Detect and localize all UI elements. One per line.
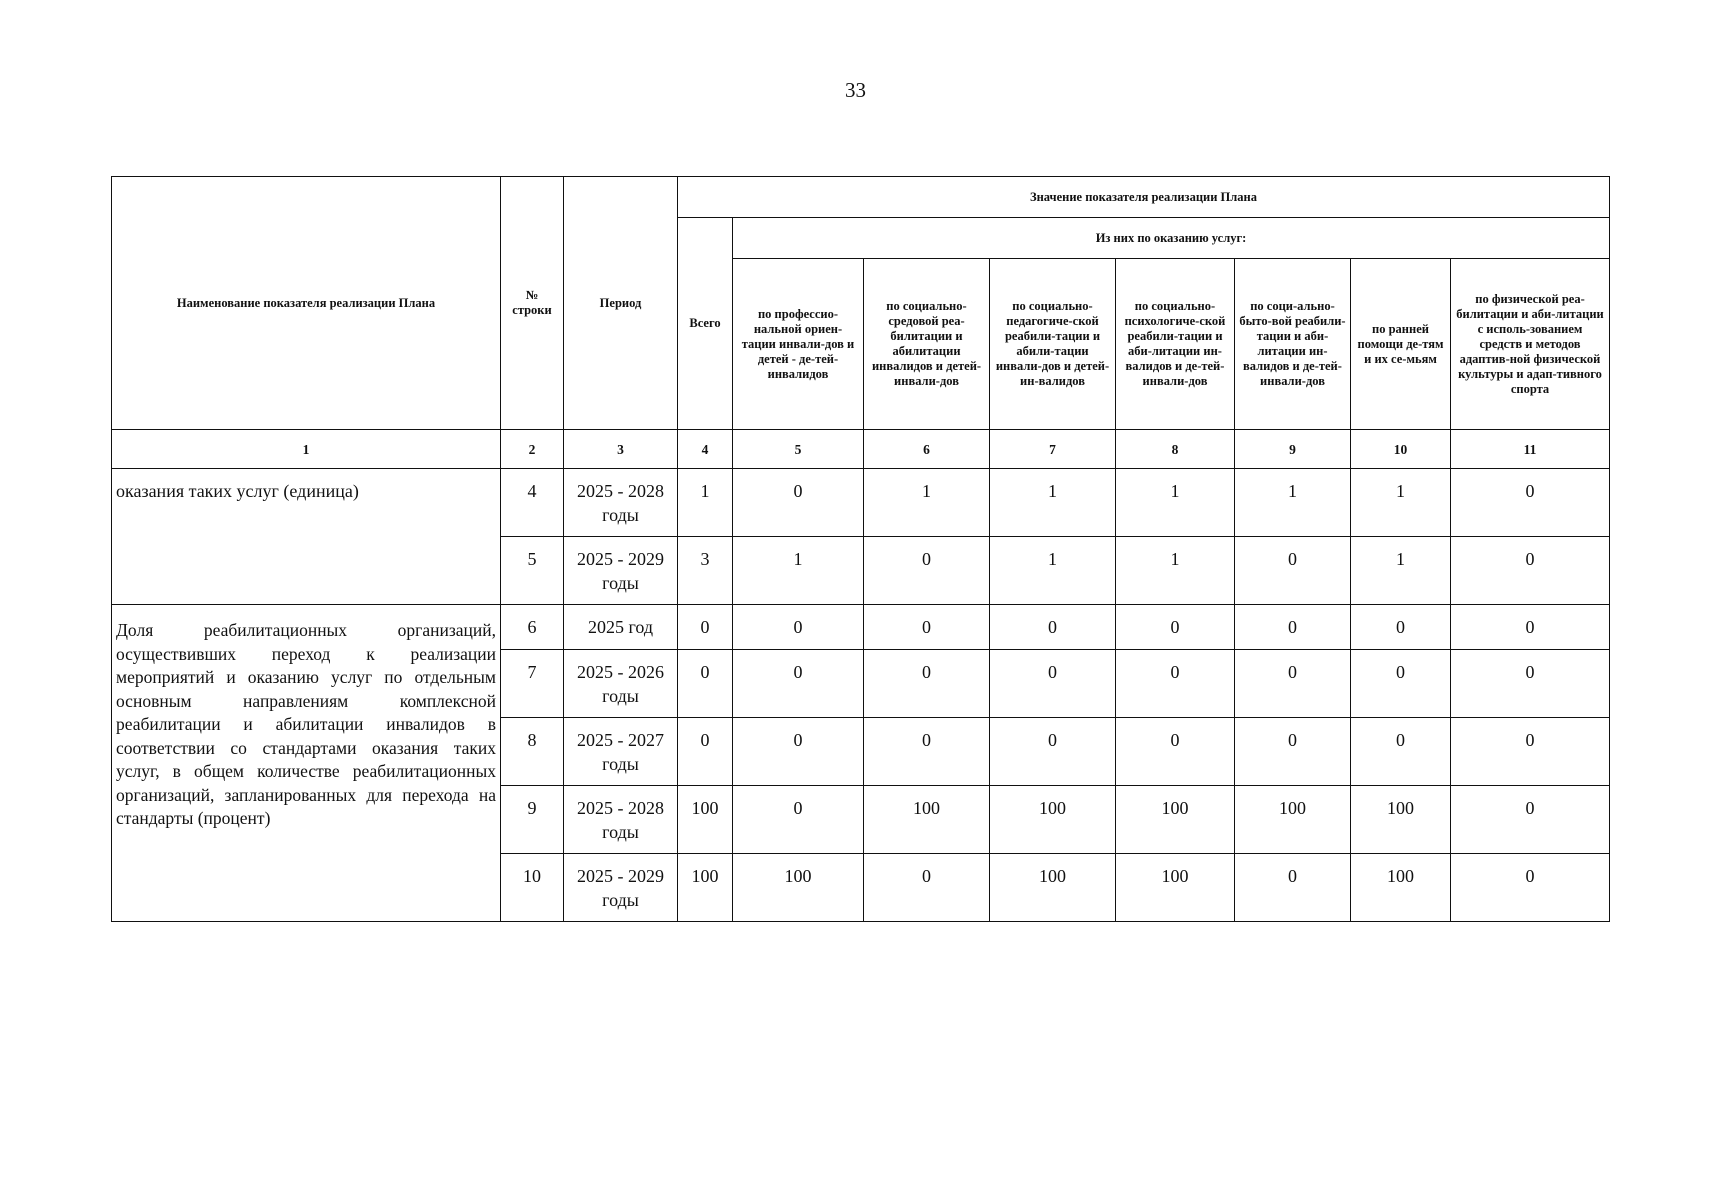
- value-cell: 1: [1351, 469, 1451, 537]
- table-row: [112, 605, 1610, 650]
- value-cell: 100: [1351, 786, 1451, 854]
- plan-indicators-table: [111, 176, 1610, 922]
- value-cell: 0: [864, 605, 990, 650]
- value-cell: 0: [1235, 854, 1351, 922]
- column-number: 9: [1235, 430, 1351, 469]
- row-number: 8: [501, 718, 564, 786]
- header-service-vocational: по профессио-нальной ориен-тации инвали-дов и детей - де-тей-инвалидов: [733, 259, 864, 430]
- row-number: 5: [501, 537, 564, 605]
- value-cell: 0: [864, 854, 990, 922]
- total-cell: 0: [678, 718, 733, 786]
- value-cell: 0: [990, 605, 1116, 650]
- period-cell: 2025 год: [564, 605, 678, 650]
- value-cell: 0: [1451, 650, 1610, 718]
- value-cell: 0: [1116, 718, 1235, 786]
- value-cell: 0: [990, 718, 1116, 786]
- column-number: 11: [1451, 430, 1610, 469]
- value-cell: 0: [1235, 718, 1351, 786]
- row-number: 4: [501, 469, 564, 537]
- period-cell: 2025 - 2028 годы: [564, 469, 678, 537]
- total-cell: 3: [678, 537, 733, 605]
- row-number: 6: [501, 605, 564, 650]
- column-number: 8: [1116, 430, 1235, 469]
- value-cell: 100: [990, 786, 1116, 854]
- total-cell: 100: [678, 786, 733, 854]
- value-cell: 0: [864, 537, 990, 605]
- row-number: 7: [501, 650, 564, 718]
- value-cell: 0: [864, 650, 990, 718]
- value-cell: 1: [733, 537, 864, 605]
- header-indicator-value: Значение показателя реализации Плана: [678, 177, 1610, 218]
- value-cell: 0: [1451, 605, 1610, 650]
- value-cell: 0: [733, 650, 864, 718]
- column-number: 5: [733, 430, 864, 469]
- value-cell: 0: [1451, 854, 1610, 922]
- column-number: 4: [678, 430, 733, 469]
- column-number: 6: [864, 430, 990, 469]
- value-cell: 0: [1451, 469, 1610, 537]
- value-cell: 0: [1451, 786, 1610, 854]
- header-period: Период: [564, 177, 678, 430]
- value-cell: 1: [990, 469, 1116, 537]
- value-cell: 0: [1351, 650, 1451, 718]
- indicator-name: Доля реабилитационных организаций, осуществивших переход к реализации мероприятий и оказанию услуг по отдельным основным направлениям комплексной реабилитации и абилитации инвалидов в соответствии со стандартами оказания таких услуг, в общем количестве реабилитационных организаций, запланированных для перехода на стандарты (процент): [112, 605, 501, 922]
- value-cell: 1: [1351, 537, 1451, 605]
- header-service-physical: по физической реа-билитации и аби-литации с исполь-зованием средств и методов адаптив-ной физической культуры и адап-тивного спорта: [1451, 259, 1610, 430]
- header-row-number: № строки: [501, 177, 564, 430]
- header-total: Всего: [678, 218, 733, 430]
- column-number: 1: [112, 430, 501, 469]
- value-cell: 0: [1451, 537, 1610, 605]
- value-cell: 1: [1116, 537, 1235, 605]
- value-cell: 0: [864, 718, 990, 786]
- total-cell: 100: [678, 854, 733, 922]
- table-row: [112, 469, 1610, 537]
- value-cell: 0: [1235, 605, 1351, 650]
- indicator-name: оказания таких услуг (единица): [112, 469, 501, 605]
- value-cell: 0: [1351, 605, 1451, 650]
- total-cell: 1: [678, 469, 733, 537]
- column-number-row: [112, 430, 1610, 469]
- header-service-household: по соци-ально-быто-вой реабили-тации и аби-литации ин-валидов и де-тей-инвали-дов: [1235, 259, 1351, 430]
- period-cell: 2025 - 2028 годы: [564, 786, 678, 854]
- table-header: [112, 177, 1610, 469]
- value-cell: 1: [1116, 469, 1235, 537]
- value-cell: 0: [1351, 718, 1451, 786]
- value-cell: 0: [1116, 605, 1235, 650]
- total-cell: 0: [678, 650, 733, 718]
- value-cell: 1: [864, 469, 990, 537]
- value-cell: 100: [1116, 854, 1235, 922]
- value-cell: 0: [1235, 650, 1351, 718]
- column-number: 10: [1351, 430, 1451, 469]
- value-cell: 0: [1116, 650, 1235, 718]
- value-cell: 100: [1351, 854, 1451, 922]
- value-cell: 100: [990, 854, 1116, 922]
- period-cell: 2025 - 2027 годы: [564, 718, 678, 786]
- value-cell: 100: [1116, 786, 1235, 854]
- period-cell: 2025 - 2026 годы: [564, 650, 678, 718]
- column-number: 7: [990, 430, 1116, 469]
- header-indicator-name: Наименование показателя реализации Плана: [112, 177, 501, 430]
- header-service-early-help: по ранней помощи де-тям и их се-мьям: [1351, 259, 1451, 430]
- period-cell: 2025 - 2029 годы: [564, 854, 678, 922]
- column-number: 3: [564, 430, 678, 469]
- value-cell: 1: [990, 537, 1116, 605]
- value-cell: 0: [733, 786, 864, 854]
- header-service-environmental: по социально-средовой реа-билитации и абилитации инвалидов и детей-инвали-дов: [864, 259, 990, 430]
- value-cell: 0: [733, 605, 864, 650]
- total-cell: 0: [678, 605, 733, 650]
- header-service-pedagogical: по социально-педагогиче-ской реабили-тации и абили-тации инвали-дов и детей-ин-валидов: [990, 259, 1116, 430]
- page-number: 33: [845, 78, 866, 102]
- value-cell: 0: [1235, 537, 1351, 605]
- value-cell: 100: [864, 786, 990, 854]
- value-cell: 0: [733, 469, 864, 537]
- table-body: [112, 469, 1610, 922]
- header-services-subgroup: Из них по оказанию услуг:: [733, 218, 1610, 259]
- value-cell: 1: [1235, 469, 1351, 537]
- header-service-psychological: по социально-психологиче-ской реабили-тации и аби-литации ин-валидов и де-тей-инвали-дов: [1116, 259, 1235, 430]
- value-cell: 100: [1235, 786, 1351, 854]
- value-cell: 100: [733, 854, 864, 922]
- value-cell: 0: [990, 650, 1116, 718]
- column-number: 2: [501, 430, 564, 469]
- value-cell: 0: [733, 718, 864, 786]
- row-number: 9: [501, 786, 564, 854]
- row-number: 10: [501, 854, 564, 922]
- period-cell: 2025 - 2029 годы: [564, 537, 678, 605]
- value-cell: 0: [1451, 718, 1610, 786]
